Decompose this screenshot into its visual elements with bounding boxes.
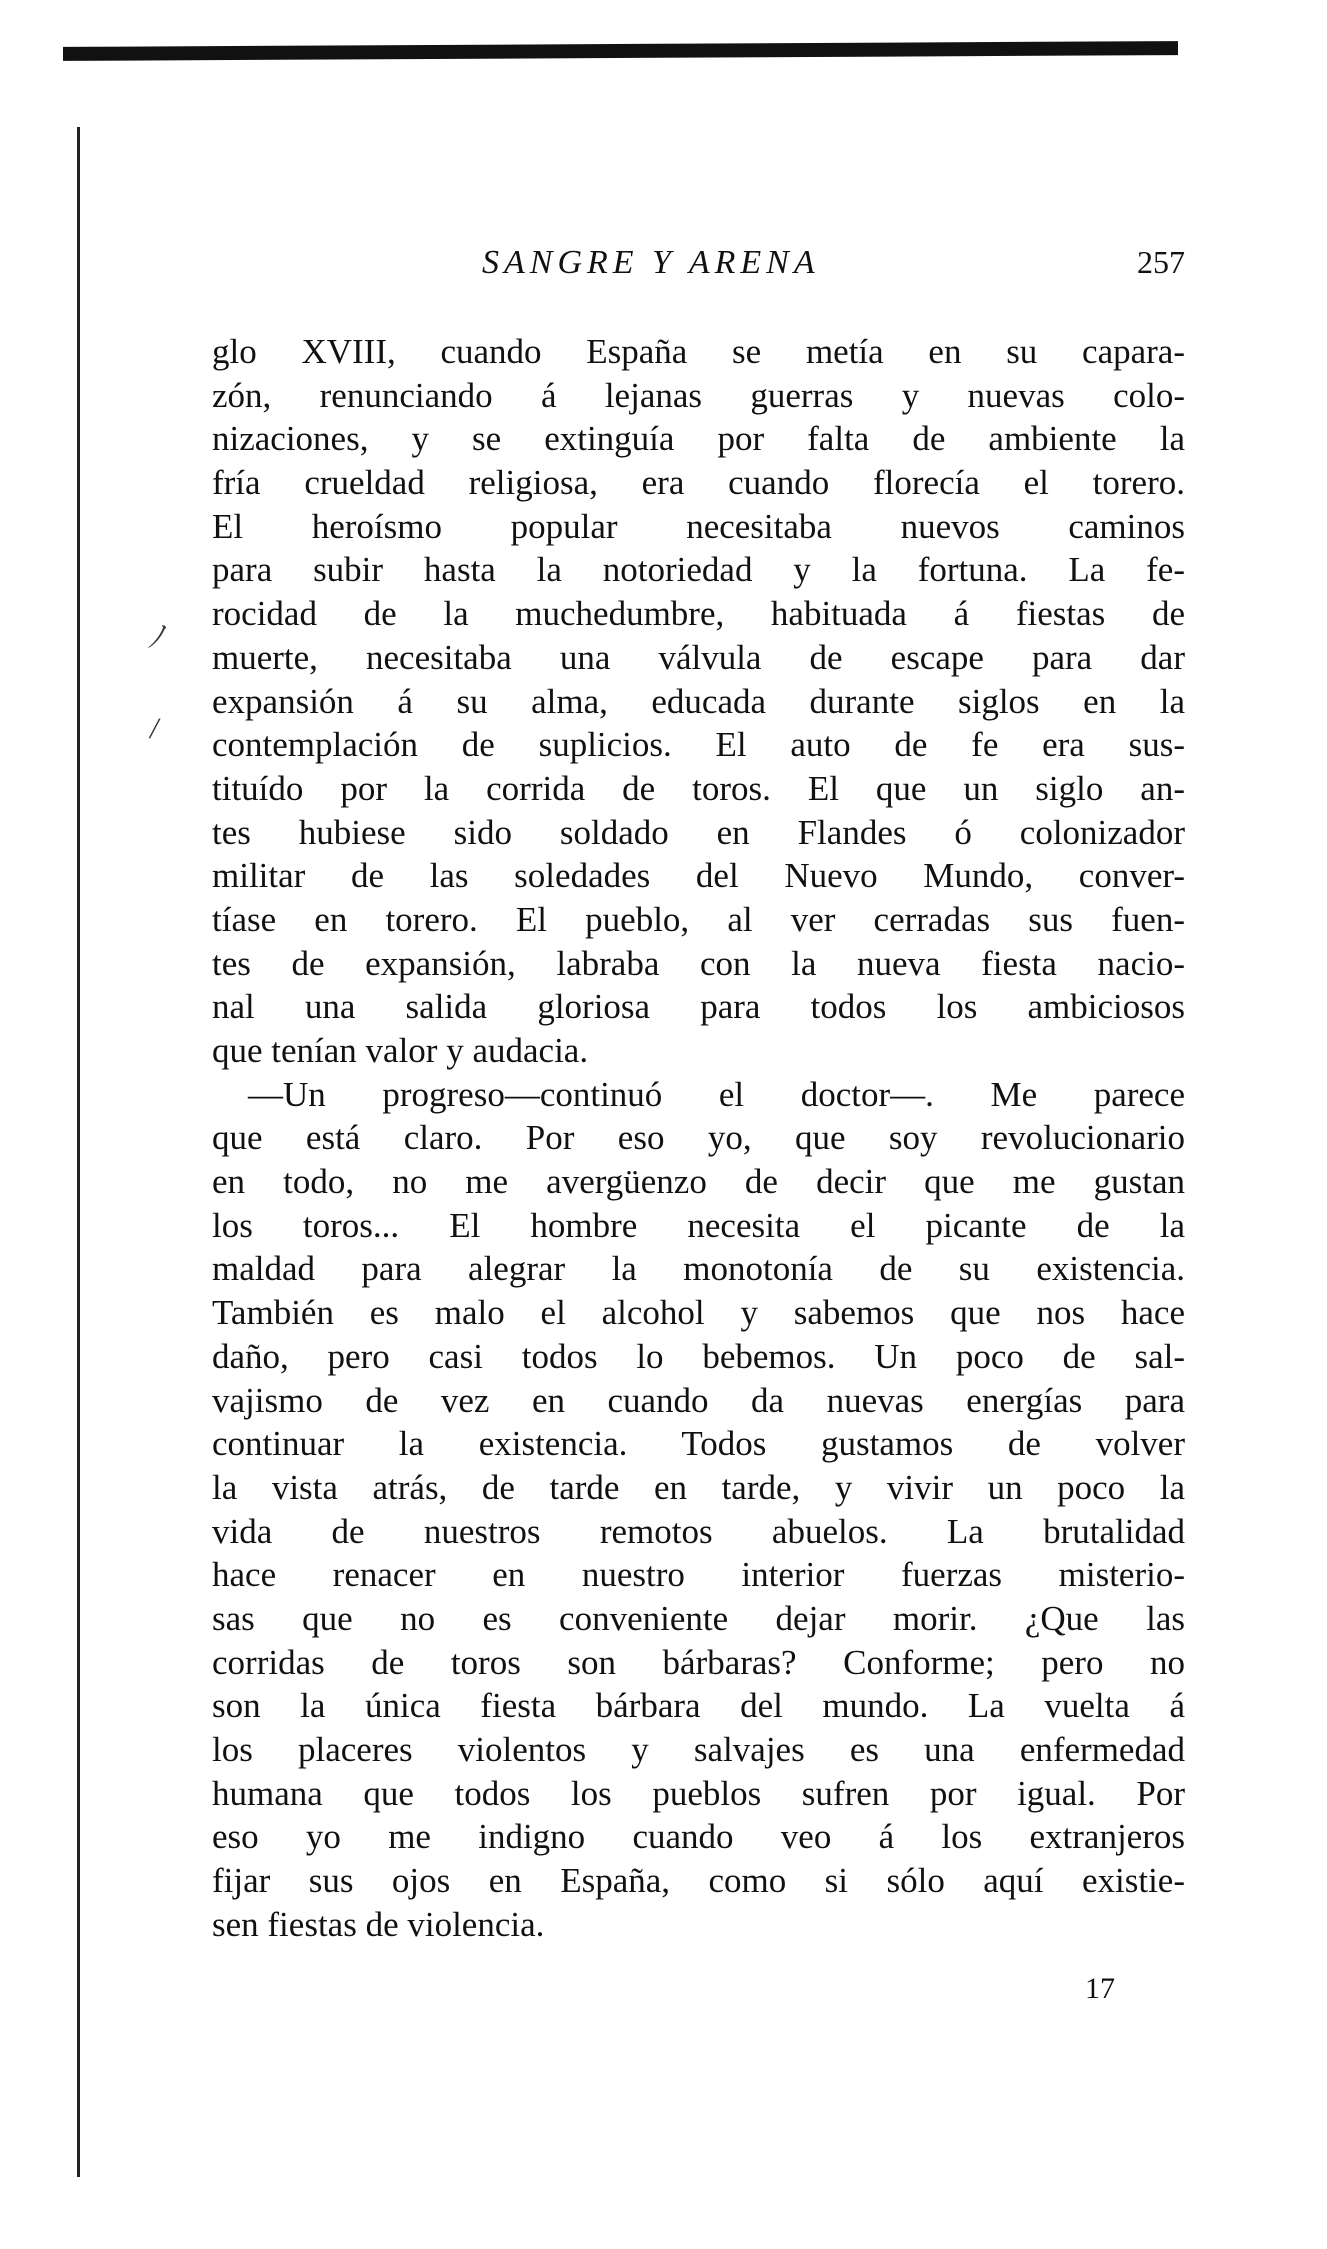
text-line: tituído por la corrida de toros. El que un siglo an-: [212, 768, 1185, 808]
text-line: militar de las soledades del Nuevo Mundo, conver-: [212, 856, 1185, 896]
pencil-mark: /: [150, 712, 159, 745]
text-line: daño, pero casi todos lo bebemos. Un poco de sal-: [212, 1336, 1185, 1376]
text-line: eso yo me indigno cuando veo á los extranjeros: [212, 1817, 1185, 1857]
text-line: que tenían valor y audacia.: [212, 1031, 589, 1070]
text-line: sen fiestas de violencia.: [212, 1904, 545, 1944]
text-line: rocidad de la muchedumbre, habituada á fiestas de: [212, 594, 1185, 634]
pencil-mark: ﾉ: [148, 621, 163, 654]
text-line: expansión á su alma, educada durante siglos en la: [212, 681, 1185, 721]
text-line: maldad para alegrar la monotonía de su existencia.: [212, 1249, 1185, 1289]
text-line: muerte, necesitaba una válvula de escape para dar: [212, 637, 1185, 677]
running-title: SANGRE Y ARENA: [482, 244, 820, 281]
text-line: en todo, no me avergüenzo de decir que me gustan: [212, 1162, 1185, 1202]
text-line: sas que no es conveniente dejar morir. ¿Que las: [212, 1598, 1185, 1638]
text-line: son la única fiesta bárbara del mundo. La vuelta á: [212, 1686, 1185, 1726]
body-text: [212, 330, 1185, 1946]
signature-mark: 17: [1085, 1972, 1115, 2005]
text-line: continuar la existencia. Todos gustamos de volver: [212, 1424, 1185, 1464]
text-line: tes hubiese sido soldado en Flandes ó colonizador: [212, 812, 1185, 852]
text-line: vida de nuestros remotos abuelos. La brutalidad: [212, 1511, 1185, 1551]
text-line: fijar sus ojos en España, como si sólo aquí existie-: [212, 1861, 1185, 1901]
text-line: nal una salida gloriosa para todos los ambiciosos: [212, 987, 1185, 1027]
text-line: vajismo de vez en cuando da nuevas energías para: [212, 1380, 1185, 1420]
text-line: El heroísmo popular necesitaba nuevos caminos: [212, 506, 1185, 546]
text-line: nizaciones, y se extinguía por falta de ambiente la: [212, 419, 1185, 459]
binding-margin-line: [77, 127, 80, 2177]
top-rule: [63, 41, 1178, 61]
text-line: que está claro. Por eso yo, que soy revolucionario: [212, 1118, 1185, 1158]
text-line: glo XVIII, cuando España se metía en su capara-: [212, 332, 1185, 371]
text-line: humana que todos los pueblos sufren por igual. Por: [212, 1773, 1185, 1813]
page-number: 257: [1137, 244, 1185, 280]
text-line: tíase en torero. El pueblo, al ver cerradas sus fuen-: [212, 899, 1185, 939]
text-line: los placeres violentos y salvajes es una enfermedad: [212, 1730, 1185, 1769]
text-line: para subir hasta la notoriedad y la fortuna. La fe-: [212, 550, 1185, 590]
text-line: fría crueldad religiosa, era cuando florecía el torero.: [212, 463, 1185, 503]
text-line: También es malo el alcohol y sabemos que nos hace: [212, 1293, 1185, 1333]
text-line: corridas de toros son bárbaras? Conforme; pero no: [212, 1642, 1185, 1682]
text-line: tes de expansión, labraba con la nueva fiesta nacio-: [212, 943, 1185, 983]
text-line: la vista atrás, de tarde en tarde, y vivir un poco la: [212, 1467, 1185, 1507]
text-line: zón, renunciando á lejanas guerras y nuevas colo-: [212, 375, 1185, 415]
text-line: —Un progreso—continuó el doctor—. Me parece: [248, 1074, 1185, 1114]
text-line: los toros... El hombre necesita el picante de la: [212, 1205, 1185, 1245]
page-header: [212, 244, 1185, 288]
text-line: contemplación de suplicios. El auto de fe era sus-: [212, 725, 1185, 765]
text-line: hace renacer en nuestro interior fuerzas misterio-: [212, 1555, 1185, 1595]
